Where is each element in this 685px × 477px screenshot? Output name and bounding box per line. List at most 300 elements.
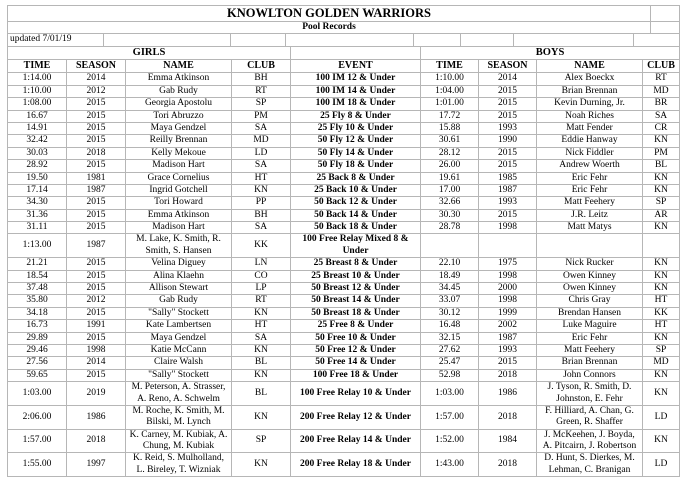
boys-time-cell: 17.72 — [421, 110, 479, 122]
boys-name-cell: J. Tyson, R. Smith, D. Johnston, E. Fehr — [537, 382, 643, 406]
boys-club-cell: LD — [643, 453, 680, 477]
boys-name-cell: Nick Rucker — [537, 258, 643, 270]
record-row — [8, 73, 680, 85]
empty-cell — [634, 34, 680, 46]
boys-club-cell: MD — [643, 357, 680, 369]
girls-name-cell: "Sally" Stockett — [126, 369, 232, 381]
event-cell: 25 Fly 10 & Under — [291, 122, 421, 134]
title-row — [8, 6, 680, 22]
record-row — [8, 172, 680, 184]
boys-name-cell: Brian Brennan — [537, 357, 643, 369]
boys-time-cell: 1:52.00 — [421, 429, 479, 453]
boys-season-cell: 1993 — [479, 122, 537, 134]
girls-time-cell: 18.54 — [8, 270, 67, 282]
girls-club-cell: KK — [232, 234, 291, 258]
boys-time-cell: 1:57.00 — [421, 405, 479, 429]
boys-time-cell: 27.62 — [421, 344, 479, 356]
event-cell: 25 Fly 8 & Under — [291, 110, 421, 122]
event-cell: 25 Back 8 & Under — [291, 172, 421, 184]
boys-season-cell: 2015 — [479, 209, 537, 221]
record-row — [8, 344, 680, 356]
updated-date: updated 7/01/19 — [8, 34, 104, 46]
boys-club-cell: PM — [643, 147, 680, 159]
girls-season-cell: 2015 — [67, 270, 126, 282]
event-cell: 50 Fly 12 & Under — [291, 135, 421, 147]
girls-season-cell: 2015 — [67, 283, 126, 295]
boys-name-cell: Luke Maguire — [537, 320, 643, 332]
boys-time-cell: 25.47 — [421, 357, 479, 369]
girls-club-cell: KN — [232, 453, 291, 477]
pool-records-sheet — [7, 5, 679, 477]
boys-club-cell: KN — [643, 332, 680, 344]
boys-name-cell: F. Hilliard, A. Chan, G. Green, R. Shaffer — [537, 405, 643, 429]
boys-name-cell: Brian Brennan — [537, 85, 643, 97]
girls-name-cell: Velina Diguey — [126, 258, 232, 270]
boys-time-cell: 30.61 — [421, 135, 479, 147]
boys-time-cell: 32.66 — [421, 197, 479, 209]
event-cell: 50 Free 10 & Under — [291, 332, 421, 344]
girls-season-cell: 2015 — [67, 135, 126, 147]
girls-name-cell: K. Reid, S. Mulholland, L. Bireley, T. Wizniak — [126, 453, 232, 477]
records-body — [8, 73, 680, 477]
boys-season-cell: 1993 — [479, 344, 537, 356]
boys-section-header: BOYS — [421, 46, 680, 60]
boys-time-cell: 28.12 — [421, 147, 479, 159]
girls-time-cell: 37.48 — [8, 283, 67, 295]
boys-season-cell: 1987 — [479, 332, 537, 344]
boys-name-cell: Nick Fiddler — [537, 147, 643, 159]
girls-name-cell: Madison Hart — [126, 160, 232, 172]
boys-club-cell: KN — [643, 283, 680, 295]
girls-time-cell: 19.50 — [8, 172, 67, 184]
event-cell: 100 Free Relay 10 & Under — [291, 382, 421, 406]
girls-club-cell: PM — [232, 110, 291, 122]
event-cell: 50 Back 14 & Under — [291, 209, 421, 221]
girls-season-cell: 2015 — [67, 209, 126, 221]
girls-season-cell: 1991 — [67, 320, 126, 332]
girls-time-cell: 32.42 — [8, 135, 67, 147]
girls-club-cell: KN — [232, 405, 291, 429]
girls-season-cell: 2015 — [67, 110, 126, 122]
girls-season-cell: 2015 — [67, 222, 126, 234]
girls-name-cell: M. Lake, K. Smith, R. Smith, S. Hansen — [126, 234, 232, 258]
girls-name-cell: Claire Walsh — [126, 357, 232, 369]
record-row — [8, 98, 680, 110]
empty-cell — [514, 34, 634, 46]
boys-club-cell: SP — [643, 344, 680, 356]
boys-time-cell: 30.12 — [421, 307, 479, 319]
empty-cell — [231, 34, 286, 46]
boys-club-cell — [643, 234, 680, 258]
empty-cell — [414, 34, 461, 46]
event-cell: 50 Back 18 & Under — [291, 222, 421, 234]
girls-name-cell: Reilly Brennan — [126, 135, 232, 147]
event-cell: 50 Breast 14 & Under — [291, 295, 421, 307]
girls-club-cell: HT — [232, 320, 291, 332]
girls-club-cell: RT — [232, 295, 291, 307]
boys-name-cell: John Connors — [537, 369, 643, 381]
girls-season-cell: 2015 — [67, 258, 126, 270]
boys-season-header: SEASON — [479, 60, 537, 73]
girls-club-cell: PP — [232, 197, 291, 209]
boys-time-cell: 32.15 — [421, 332, 479, 344]
girls-name-cell: Georgia Apostolu — [126, 98, 232, 110]
record-row — [8, 332, 680, 344]
record-row — [8, 382, 680, 406]
boys-season-cell: 2015 — [479, 98, 537, 110]
record-row — [8, 122, 680, 134]
girls-club-cell: LN — [232, 258, 291, 270]
record-row — [8, 147, 680, 159]
boys-time-cell: 15.88 — [421, 122, 479, 134]
girls-name-header: NAME — [126, 60, 232, 73]
boys-time-cell: 1:04.00 — [421, 85, 479, 97]
boys-club-header: CLUB — [643, 60, 680, 73]
girls-name-cell: "Sally" Stockett — [126, 307, 232, 319]
boys-club-cell: KN — [643, 429, 680, 453]
boys-name-cell: Brendan Hansen — [537, 307, 643, 319]
records-table — [7, 46, 680, 477]
record-row — [8, 110, 680, 122]
page-title: KNOWLTON GOLDEN WARRIORS — [8, 6, 651, 22]
boys-season-cell: 1998 — [479, 295, 537, 307]
boys-club-cell: AR — [643, 209, 680, 221]
updated-table — [7, 33, 680, 46]
boys-season-cell: 1993 — [479, 197, 537, 209]
boys-name-cell: Andrew Woerth — [537, 160, 643, 172]
event-cell: 50 Back 12 & Under — [291, 197, 421, 209]
boys-name-cell: D. Hunt, S. Dierkes, M. Lehman, C. Branigan — [537, 453, 643, 477]
girls-club-cell: SA — [232, 332, 291, 344]
event-cell: 50 Fly 18 & Under — [291, 160, 421, 172]
boys-name-cell: Eric Fehr — [537, 184, 643, 196]
empty-cell — [104, 34, 231, 46]
boys-time-cell: 1:10.00 — [421, 73, 479, 85]
boys-club-cell: KN — [643, 184, 680, 196]
event-cell: 50 Free 12 & Under — [291, 344, 421, 356]
girls-club-cell: SP — [232, 429, 291, 453]
girls-time-cell: 1:14.00 — [8, 73, 67, 85]
girls-season-cell: 2014 — [67, 73, 126, 85]
boys-club-cell: KK — [643, 307, 680, 319]
empty-cell — [291, 46, 421, 60]
boys-name-cell: Eddie Hanway — [537, 135, 643, 147]
girls-name-cell: Katie McCann — [126, 344, 232, 356]
record-row — [8, 222, 680, 234]
boys-time-cell: 17.00 — [421, 184, 479, 196]
boys-club-cell: BR — [643, 98, 680, 110]
boys-time-cell: 26.00 — [421, 160, 479, 172]
girls-club-cell: KN — [232, 344, 291, 356]
girls-season-cell: 2015 — [67, 369, 126, 381]
boys-season-cell: 2014 — [479, 73, 537, 85]
girls-time-cell: 14.91 — [8, 122, 67, 134]
event-cell: 100 IM 12 & Under — [291, 73, 421, 85]
boys-season-cell: 1975 — [479, 258, 537, 270]
boys-club-cell: LD — [643, 405, 680, 429]
record-row — [8, 283, 680, 295]
updated-row — [8, 34, 680, 46]
record-row — [8, 357, 680, 369]
boys-season-cell: 1985 — [479, 172, 537, 184]
boys-name-cell: Owen Kinney — [537, 270, 643, 282]
boys-name-cell: Matt Feehery — [537, 197, 643, 209]
boys-season-cell: 1986 — [479, 382, 537, 406]
boys-time-header: TIME — [421, 60, 479, 73]
girls-name-cell: M. Peterson, A. Strasser, A. Reno, A. Schwelm — [126, 382, 232, 406]
boys-name-cell: Alex Boeckx — [537, 73, 643, 85]
girls-club-cell: SA — [232, 122, 291, 134]
girls-name-cell: Kate Lambertsen — [126, 320, 232, 332]
event-cell: 25 Breast 8 & Under — [291, 258, 421, 270]
girls-time-cell: 1:13.00 — [8, 234, 67, 258]
girls-time-cell: 59.65 — [8, 369, 67, 381]
boys-season-cell: 2015 — [479, 110, 537, 122]
record-row — [8, 258, 680, 270]
empty-cell — [651, 22, 680, 34]
girls-season-cell: 2014 — [67, 357, 126, 369]
girls-name-cell: Maya Gendzel — [126, 332, 232, 344]
boys-season-cell: 1990 — [479, 135, 537, 147]
girls-season-cell: 1981 — [67, 172, 126, 184]
record-row — [8, 295, 680, 307]
boys-name-cell: Eric Fehr — [537, 172, 643, 184]
girls-name-cell: Tori Howard — [126, 197, 232, 209]
girls-season-cell: 2015 — [67, 307, 126, 319]
girls-club-cell: SA — [232, 222, 291, 234]
girls-club-cell: SA — [232, 160, 291, 172]
girls-club-cell: LP — [232, 283, 291, 295]
boys-club-cell: KN — [643, 222, 680, 234]
girls-time-cell: 34.18 — [8, 307, 67, 319]
boys-season-cell: 2015 — [479, 357, 537, 369]
boys-time-cell: 16.48 — [421, 320, 479, 332]
event-cell: 50 Breast 12 & Under — [291, 283, 421, 295]
empty-cell — [651, 6, 680, 22]
event-cell: 100 Free 18 & Under — [291, 369, 421, 381]
girls-season-cell: 2012 — [67, 85, 126, 97]
girls-club-header: CLUB — [232, 60, 291, 73]
girls-club-cell: MD — [232, 135, 291, 147]
record-row — [8, 85, 680, 97]
boys-name-cell: Matt Fender — [537, 122, 643, 134]
girls-season-cell: 1987 — [67, 234, 126, 258]
record-row — [8, 307, 680, 319]
girls-time-cell: 31.36 — [8, 209, 67, 221]
girls-time-cell: 1:55.00 — [8, 453, 67, 477]
girls-time-cell: 30.03 — [8, 147, 67, 159]
boys-season-cell: 2018 — [479, 453, 537, 477]
girls-club-cell: KN — [232, 184, 291, 196]
event-cell: 200 Free Relay 18 & Under — [291, 453, 421, 477]
empty-cell — [461, 34, 514, 46]
girls-name-cell: K. Carney, M. Kubiak, A. Chung, M. Kubiak — [126, 429, 232, 453]
boys-season-cell: 1998 — [479, 222, 537, 234]
boys-time-cell: 1:43.00 — [421, 453, 479, 477]
boys-club-cell: BL — [643, 160, 680, 172]
record-row — [8, 234, 680, 258]
boys-name-header: NAME — [537, 60, 643, 73]
girls-season-cell: 1986 — [67, 405, 126, 429]
boys-season-cell — [479, 234, 537, 258]
girls-time-cell: 16.67 — [8, 110, 67, 122]
event-cell: 50 Free 14 & Under — [291, 357, 421, 369]
boys-time-cell: 18.49 — [421, 270, 479, 282]
girls-name-cell: Grace Cornelius — [126, 172, 232, 184]
group-header-row — [8, 46, 680, 60]
boys-name-cell: Kevin Durning, Jr. — [537, 98, 643, 110]
boys-time-cell: 34.45 — [421, 283, 479, 295]
boys-time-cell: 1:03.00 — [421, 382, 479, 406]
girls-name-cell: Gab Rudy — [126, 295, 232, 307]
girls-club-cell: RT — [232, 85, 291, 97]
event-cell: 100 IM 14 & Under — [291, 85, 421, 97]
girls-time-cell: 16.73 — [8, 320, 67, 332]
boys-name-cell: Eric Fehr — [537, 332, 643, 344]
girls-club-cell: CO — [232, 270, 291, 282]
boys-name-cell: Chris Gray — [537, 295, 643, 307]
girls-season-cell: 2015 — [67, 122, 126, 134]
girls-club-cell: BL — [232, 357, 291, 369]
girls-season-cell: 1987 — [67, 184, 126, 196]
girls-season-cell: 2018 — [67, 429, 126, 453]
event-cell: 50 Fly 14 & Under — [291, 147, 421, 159]
girls-time-cell: 21.21 — [8, 258, 67, 270]
boys-season-cell: 1984 — [479, 429, 537, 453]
boys-time-cell — [421, 234, 479, 258]
girls-name-cell: Gab Rudy — [126, 85, 232, 97]
girls-season-cell: 2019 — [67, 382, 126, 406]
boys-club-cell: SA — [643, 110, 680, 122]
event-header: EVENT — [291, 60, 421, 73]
event-cell: 100 IM 18 & Under — [291, 98, 421, 110]
boys-club-cell: KN — [643, 270, 680, 282]
boys-club-cell: CR — [643, 122, 680, 134]
boys-season-cell: 2015 — [479, 160, 537, 172]
boys-club-cell: RT — [643, 73, 680, 85]
girls-time-cell: 1:03.00 — [8, 382, 67, 406]
record-row — [8, 405, 680, 429]
boys-name-cell: Matt Feehery — [537, 344, 643, 356]
boys-name-cell: Matt Matys — [537, 222, 643, 234]
boys-club-cell: KN — [643, 258, 680, 270]
boys-season-cell: 2000 — [479, 283, 537, 295]
record-row — [8, 270, 680, 282]
girls-name-cell: Madison Hart — [126, 222, 232, 234]
girls-season-cell: 2012 — [67, 295, 126, 307]
boys-season-cell: 1999 — [479, 307, 537, 319]
boys-time-cell: 22.10 — [421, 258, 479, 270]
girls-name-cell: Maya Gendzel — [126, 122, 232, 134]
boys-season-cell: 2015 — [479, 85, 537, 97]
girls-club-cell: SP — [232, 98, 291, 110]
girls-time-cell: 35.80 — [8, 295, 67, 307]
event-cell: 25 Free 8 & Under — [291, 320, 421, 332]
girls-name-cell: Allison Stewart — [126, 283, 232, 295]
girls-season-cell: 2015 — [67, 98, 126, 110]
girls-season-cell: 2015 — [67, 197, 126, 209]
girls-name-cell: Tori Abruzzo — [126, 110, 232, 122]
girls-time-cell: 29.46 — [8, 344, 67, 356]
girls-time-cell: 29.89 — [8, 332, 67, 344]
girls-time-cell: 17.14 — [8, 184, 67, 196]
girls-name-cell: Emma Atkinson — [126, 73, 232, 85]
girls-season-cell: 2018 — [67, 147, 126, 159]
boys-club-cell: HT — [643, 320, 680, 332]
girls-name-cell: Kelly Mekoue — [126, 147, 232, 159]
girls-time-header: TIME — [8, 60, 67, 73]
girls-time-cell: 28.92 — [8, 160, 67, 172]
boys-season-cell: 2018 — [479, 405, 537, 429]
boys-name-cell — [537, 234, 643, 258]
girls-season-cell: 1997 — [67, 453, 126, 477]
girls-name-cell: Ingrid Gotchell — [126, 184, 232, 196]
record-row — [8, 453, 680, 477]
boys-season-cell: 2015 — [479, 147, 537, 159]
girls-club-cell: KN — [232, 369, 291, 381]
girls-club-cell: BH — [232, 209, 291, 221]
record-row — [8, 209, 680, 221]
boys-time-cell: 28.78 — [421, 222, 479, 234]
boys-club-cell: KN — [643, 135, 680, 147]
girls-club-cell: BL — [232, 382, 291, 406]
boys-time-cell: 19.61 — [421, 172, 479, 184]
empty-cell — [286, 34, 414, 46]
boys-name-cell: J.R. Leitz — [537, 209, 643, 221]
record-row — [8, 197, 680, 209]
boys-season-cell: 2002 — [479, 320, 537, 332]
boys-season-cell: 1987 — [479, 184, 537, 196]
boys-season-cell: 1998 — [479, 270, 537, 282]
boys-time-cell: 52.98 — [421, 369, 479, 381]
girls-name-cell: M. Roche, K. Smith, M. Bilski, M. Lynch — [126, 405, 232, 429]
girls-name-cell: Alina Klaehn — [126, 270, 232, 282]
girls-time-cell: 1:10.00 — [8, 85, 67, 97]
girls-club-cell: HT — [232, 172, 291, 184]
event-cell: 50 Breast 18 & Under — [291, 307, 421, 319]
girls-season-cell: 2015 — [67, 332, 126, 344]
event-cell: 200 Free Relay 14 & Under — [291, 429, 421, 453]
boys-name-cell: Owen Kinney — [537, 283, 643, 295]
record-row — [8, 320, 680, 332]
page-subtitle: Pool Records — [8, 22, 651, 34]
record-row — [8, 369, 680, 381]
event-cell: 25 Breast 10 & Under — [291, 270, 421, 282]
boys-time-cell: 33.07 — [421, 295, 479, 307]
event-cell: 100 Free Relay Mixed 8 & Under — [291, 234, 421, 258]
boys-name-cell: J. McKeehen, J. Boyda, A. Pitcairn, J. Robertson — [537, 429, 643, 453]
boys-club-cell: KN — [643, 369, 680, 381]
boys-name-cell: Noah Riches — [537, 110, 643, 122]
boys-club-cell: KN — [643, 382, 680, 406]
column-header-row — [8, 60, 680, 73]
event-cell: 25 Back 10 & Under — [291, 184, 421, 196]
boys-club-cell: SP — [643, 197, 680, 209]
girls-season-header: SEASON — [67, 60, 126, 73]
boys-time-cell: 30.30 — [421, 209, 479, 221]
girls-section-header: GIRLS — [8, 46, 291, 60]
girls-season-cell: 1998 — [67, 344, 126, 356]
subtitle-row — [8, 22, 680, 34]
girls-club-cell: LD — [232, 147, 291, 159]
girls-time-cell: 34.30 — [8, 197, 67, 209]
boys-club-cell: MD — [643, 85, 680, 97]
girls-time-cell: 27.56 — [8, 357, 67, 369]
girls-club-cell: KN — [232, 307, 291, 319]
girls-time-cell: 2:06.00 — [8, 405, 67, 429]
girls-club-cell: BH — [232, 73, 291, 85]
girls-time-cell: 1:08.00 — [8, 98, 67, 110]
